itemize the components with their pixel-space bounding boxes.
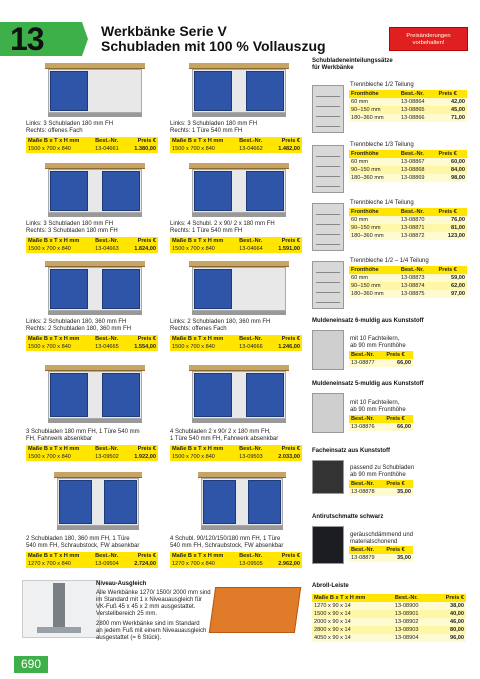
- divider-set-title: Trennbleche 1/3 Teilung: [350, 142, 414, 148]
- size: 1500 x 700 x 840: [170, 245, 237, 253]
- order-number: 13-09502: [93, 453, 127, 461]
- page-title: [101, 24, 326, 54]
- workbench-price-table: [26, 335, 158, 351]
- front-height: 60 mm: [349, 216, 399, 224]
- anti-text: [350, 532, 413, 546]
- order-number: 13-08879: [349, 554, 384, 562]
- col-header: Preis €: [384, 546, 413, 554]
- size: 1270 x 700 x 840: [26, 560, 93, 568]
- abroll-heading: Abroll-Leiste: [312, 583, 349, 589]
- front-height: 90–150 mm: [349, 106, 399, 114]
- desc-line2: 540 mm FH, Schraubstock, FW absenkbar: [170, 543, 284, 549]
- col-header: Preis €: [271, 137, 302, 145]
- workbench-price-table: [170, 335, 302, 351]
- workbench-desc: [26, 121, 113, 135]
- fach-photo: [312, 460, 344, 494]
- desc-line1: Links: 3 Schubladen 180 mm FH: [26, 121, 114, 127]
- col-header: Best.-Nr.: [93, 335, 127, 343]
- price: 66,00: [384, 423, 413, 431]
- order-number: 13-04664: [237, 245, 271, 253]
- col-header: Preis €: [437, 150, 467, 158]
- order-number: 13-08867: [399, 158, 437, 166]
- size: 4050 x 90 x 14: [312, 634, 393, 642]
- anti-table: [349, 546, 413, 562]
- workbench-photo: [189, 365, 289, 423]
- price: 97,00: [437, 290, 467, 298]
- order-number: 13-08900: [393, 602, 433, 610]
- workbench-desc: [170, 221, 275, 235]
- col-header: Maße B x T x H mm: [26, 237, 93, 245]
- col-header: Preis €: [437, 208, 467, 216]
- workbench-price-table: [170, 137, 302, 153]
- price: 1.482,00: [271, 145, 302, 153]
- niveau-t7: ausgestattet (= 6 Stück).: [96, 635, 162, 641]
- front-height: 90–150 mm: [349, 282, 399, 290]
- workbench-price-table: [26, 445, 158, 461]
- order-number: 13-08873: [399, 274, 437, 282]
- order-number: 13-08875: [399, 290, 437, 298]
- col-header: Preis €: [127, 445, 158, 453]
- divider-set-title: Trennbleche 1/2 – 1/4 Teilung: [350, 258, 429, 264]
- front-height: 90–150 mm: [349, 224, 399, 232]
- divider-set-photo: [312, 85, 344, 133]
- order-number: 13-09503: [237, 453, 271, 461]
- divider-set-table: [349, 266, 467, 298]
- price: 59,00: [437, 274, 467, 282]
- col-header: Maße B x T x H mm: [170, 445, 237, 453]
- workbench-photo: [45, 261, 145, 315]
- desc-line2: Rechts: offenes Fach: [26, 128, 83, 134]
- workbench-desc: [26, 319, 131, 333]
- col-header: Preis €: [437, 90, 467, 98]
- niveau-heading: Niveau-Ausgleich: [96, 581, 147, 587]
- price: 38,00: [433, 602, 466, 610]
- m6-heading: Muldeneinsatz 6-muldig aus Kunststoff: [312, 318, 424, 324]
- m5-t2: ab 90 mm Fronthöhe: [350, 407, 406, 413]
- desc-line1: Links: 3 Schubladen 180 mm FH: [170, 121, 258, 127]
- col-header: Preis €: [433, 594, 466, 602]
- desc-line2: Rechts: 3 Schubladen 180 mm FH: [26, 228, 118, 234]
- order-number: 13-08902: [393, 618, 433, 626]
- m5-table: [349, 415, 413, 431]
- col-header: Preis €: [127, 137, 158, 145]
- price: 1.591,00: [271, 245, 302, 253]
- workbench-desc: [170, 121, 257, 135]
- chapter-arrow: [82, 22, 88, 56]
- workbench-photo: [189, 261, 289, 315]
- desc-line2: Rechts: offenes Fach: [170, 326, 227, 332]
- col-header: Best.-Nr.: [93, 237, 127, 245]
- m5-heading: Muldeneinsatz 5-muldig aus Kunststoff: [312, 381, 424, 387]
- col-header: Fronthöhe: [349, 90, 399, 98]
- price: 35,00: [384, 554, 413, 562]
- price: 98,00: [437, 174, 467, 182]
- m5-photo: [312, 393, 344, 433]
- col-header: Best.-Nr.: [349, 546, 384, 554]
- right-heading2: für Werkbänke: [312, 65, 354, 71]
- workbench-price-table: [170, 237, 302, 253]
- page-number: 690: [14, 656, 48, 673]
- leveling-foot-photo: [22, 580, 100, 638]
- col-header: Best.-Nr.: [237, 137, 271, 145]
- col-header: Maße B x T x H mm: [170, 335, 237, 343]
- price: 81,00: [437, 224, 467, 232]
- anti-t2: materialschonend: [350, 539, 398, 545]
- col-header: Preis €: [437, 266, 467, 274]
- price: 60,00: [437, 158, 467, 166]
- col-header: Best.-Nr.: [349, 351, 384, 359]
- size: 1500 x 90 x 14: [312, 610, 393, 618]
- niveau-t6: an jedem Fuß mit einem Niveauausgleich: [96, 628, 207, 634]
- desc-line1: 4 Schubladen 2 x 90/ 2 x 180 mm FH,: [170, 429, 271, 435]
- workbench-desc: [170, 536, 283, 550]
- anti-photo: [312, 526, 344, 564]
- front-height: 180–360 mm: [349, 290, 399, 298]
- anti-t1: geräuschdämmend und: [350, 532, 414, 538]
- price: 45,00: [437, 106, 467, 114]
- order-number: 13-08871: [399, 224, 437, 232]
- badge-line1: Preisänderungen: [406, 33, 451, 39]
- price: 2.724,00: [127, 560, 158, 568]
- col-header: Preis €: [271, 335, 302, 343]
- col-header: Best.-Nr.: [93, 552, 127, 560]
- order-number: 13-08874: [399, 282, 437, 290]
- workbench-photo: [189, 63, 289, 117]
- order-number: 13-04661: [93, 145, 127, 153]
- workbench-photo: [198, 472, 286, 530]
- col-header: Fronthöhe: [349, 266, 399, 274]
- workbench-price-table: [26, 137, 158, 153]
- col-header: Best.-Nr.: [93, 137, 127, 145]
- desc-line1: Links: 4 Schubl. 2 x 90/ 2 x 180 mm FH: [170, 221, 275, 227]
- order-number: 13-08868: [399, 166, 437, 174]
- price: 66,00: [384, 359, 413, 367]
- price-change-badge: [389, 27, 468, 51]
- size: 1270 x 90 x 14: [312, 602, 393, 610]
- front-height: 180–360 mm: [349, 174, 399, 182]
- col-header: Best.-Nr.: [237, 237, 271, 245]
- order-number: 13-04666: [237, 343, 271, 351]
- fach-t2: ab 90 mm Fronthöhe: [350, 472, 406, 478]
- order-number: 13-08869: [399, 174, 437, 182]
- col-header: Best.-Nr.: [349, 480, 384, 488]
- price: 1.824,00: [127, 245, 158, 253]
- col-header: Maße B x T x H mm: [170, 137, 237, 145]
- col-header: Preis €: [271, 445, 302, 453]
- niveau-t3: VK-Fuß 45 x 45 x 2 mm ausgestattet.: [96, 604, 196, 610]
- badge-line2: vorbehalten!: [412, 40, 445, 46]
- price: 2.962,00: [271, 560, 302, 568]
- front-height: 90–150 mm: [349, 166, 399, 174]
- col-header: Fronthöhe: [349, 150, 399, 158]
- order-number: 13-08876: [349, 423, 384, 431]
- desc-line1: Links: 3 Schubladen 180 mm FH: [26, 221, 114, 227]
- price: 1.380,00: [127, 145, 158, 153]
- m6-text: [350, 336, 406, 350]
- price: 40,00: [433, 610, 466, 618]
- desc-line2: 1 Türe 540 mm FH, Fahrwerk absenkbar: [170, 436, 279, 442]
- size: 1270 x 700 x 840: [170, 560, 237, 568]
- workbench-desc: [26, 429, 140, 443]
- fach-text: [350, 465, 414, 479]
- col-header: Maße B x T x H mm: [26, 137, 93, 145]
- price: 71,00: [437, 114, 467, 122]
- workbench-photo: [45, 63, 145, 117]
- col-header: Best.-Nr.: [93, 445, 127, 453]
- col-header: Maße B x T x H mm: [312, 594, 393, 602]
- fach-heading: Facheinsatz aus Kunststoff: [312, 448, 391, 454]
- niveau-t5: 2800 mm Werkbänke sind im Standard: [96, 621, 200, 627]
- order-number: 13-08870: [399, 216, 437, 224]
- col-header: Best.-Nr.: [349, 415, 384, 423]
- m6-photo: [312, 330, 344, 370]
- divider-set-table: [349, 90, 467, 122]
- order-number: 13-08901: [393, 610, 433, 618]
- front-height: 180–360 mm: [349, 114, 399, 122]
- col-header: Fronthöhe: [349, 208, 399, 216]
- workbench-price-table: [170, 552, 302, 568]
- size: 1500 x 700 x 840: [26, 343, 93, 351]
- order-number: 13-04665: [93, 343, 127, 351]
- price: 2.033,00: [271, 453, 302, 461]
- col-header: Preis €: [127, 335, 158, 343]
- divider-set-photo: [312, 261, 344, 309]
- order-number: 13-08878: [349, 488, 384, 496]
- desc-line2: Rechts: 2 Schubladen 180, 360 mm FH: [26, 326, 132, 332]
- m5-t1: mit 10 Fachteilern,: [350, 400, 400, 406]
- col-header: Maße B x T x H mm: [26, 445, 93, 453]
- col-header: Preis €: [271, 552, 302, 560]
- col-header: Maße B x T x H mm: [26, 335, 93, 343]
- m6-t2: ab 90 mm Fronthöhe: [350, 343, 406, 349]
- col-header: Maße B x T x H mm: [170, 237, 237, 245]
- size: 1500 x 700 x 840: [26, 453, 93, 461]
- divider-set-photo: [312, 203, 344, 251]
- col-header: Best.-Nr.: [399, 150, 437, 158]
- desc-line1: 3 Schubladen 180 mm FH, 1 Türe 540 mm: [26, 429, 140, 435]
- niveau-text: [96, 590, 211, 642]
- order-number: 13-04663: [93, 245, 127, 253]
- fach-t1: passend zu Schubladen: [350, 465, 415, 471]
- m5-text: [350, 400, 406, 414]
- workbench-price-table: [26, 552, 158, 568]
- order-number: 13-09505: [237, 560, 271, 568]
- price: 80,00: [433, 626, 466, 634]
- workbench-photo: [45, 365, 145, 423]
- order-number: 13-08903: [393, 626, 433, 634]
- order-number: 13-08866: [399, 114, 437, 122]
- col-header: Preis €: [127, 237, 158, 245]
- size: 1500 x 700 x 840: [170, 145, 237, 153]
- col-header: Preis €: [127, 552, 158, 560]
- price: 1.554,00: [127, 343, 158, 351]
- desc-line1: Links: 2 Schubladen 180, 360 mm FH: [26, 319, 127, 325]
- desc-line2: Rechts: 1 Türe 540 mm FH: [170, 228, 243, 234]
- col-header: Best.-Nr.: [393, 594, 433, 602]
- price: 1.922,00: [127, 453, 158, 461]
- m6-t1: mit 10 Fachteilern,: [350, 336, 400, 342]
- workbench-photo: [54, 472, 142, 530]
- workbench-desc: [170, 319, 270, 333]
- price: 84,00: [437, 166, 467, 174]
- niveau-t2: im Standard mit 1 x Niveauausgleich für: [96, 597, 203, 603]
- front-height: 180–360 mm: [349, 232, 399, 240]
- workbench-desc: [26, 221, 118, 235]
- price: 96,00: [433, 634, 466, 642]
- right-heading1: Schubladeneinteilungssätze: [312, 58, 393, 64]
- title-line2: Schubladen mit 100 % Vollauszug: [101, 38, 326, 54]
- desc-line2: 540 mm FH, Schraubstock, FW absenkbar: [26, 543, 140, 549]
- price: 42,00: [437, 98, 467, 106]
- size: 1500 x 700 x 840: [170, 453, 237, 461]
- workbench-photo: [45, 163, 145, 217]
- title-line1: Werkbänke Serie V: [101, 23, 227, 39]
- col-header: Preis €: [271, 237, 302, 245]
- col-header: Best.-Nr.: [399, 208, 437, 216]
- workbench-desc: [26, 536, 139, 550]
- divider-set-table: [349, 208, 467, 240]
- col-header: Best.-Nr.: [237, 335, 271, 343]
- col-header: Best.-Nr.: [399, 90, 437, 98]
- fach-table: [349, 480, 413, 496]
- col-header: Preis €: [384, 351, 413, 359]
- col-header: Best.-Nr.: [399, 266, 437, 274]
- abroll-table: [312, 594, 466, 642]
- size: 1500 x 700 x 840: [26, 145, 93, 153]
- niveau-t4: Verstellbereich 25 mm.: [96, 611, 158, 617]
- divider-set-photo: [312, 145, 344, 193]
- order-number: 13-08872: [399, 232, 437, 240]
- desc-line1: 4 Schubl. 90/120/150/180 mm FH, 1 Türe: [170, 536, 281, 542]
- desc-line2: FH, Fahrwerk absenkbar: [26, 436, 93, 442]
- divider-set-title: Trennbleche 1/2 Teilung: [350, 82, 414, 88]
- price: 35,00: [384, 488, 413, 496]
- m6-table: [349, 351, 413, 367]
- workbench-price-table: [170, 445, 302, 461]
- order-number: 13-08904: [393, 634, 433, 642]
- workbench-desc: [170, 429, 278, 443]
- col-header: Best.-Nr.: [237, 445, 271, 453]
- desc-line1: Links: 2 Schubladen 180, 360 mm FH: [170, 319, 271, 325]
- col-header: Best.-Nr.: [237, 552, 271, 560]
- size: 1500 x 700 x 840: [26, 245, 93, 253]
- size: 2800 x 90 x 14: [312, 626, 393, 634]
- price: 1.246,00: [271, 343, 302, 351]
- workbench-photo: [189, 163, 289, 217]
- col-header: Maße B x T x H mm: [26, 552, 93, 560]
- order-number: 13-09504: [93, 560, 127, 568]
- price: 46,00: [433, 618, 466, 626]
- price: 62,00: [437, 282, 467, 290]
- col-header: Preis €: [384, 480, 413, 488]
- right-heading: [312, 58, 393, 72]
- workbench-price-table: [26, 237, 158, 253]
- order-number: 13-08865: [399, 106, 437, 114]
- anti-heading: Antirutschmatte schwarz: [312, 514, 384, 520]
- chapter-number: 13: [0, 22, 82, 56]
- col-header: Maße B x T x H mm: [170, 552, 237, 560]
- col-header: Preis €: [384, 415, 413, 423]
- front-height: 60 mm: [349, 158, 399, 166]
- desc-line2: Rechts: 1 Türe 540 mm FH: [170, 128, 243, 134]
- price: 76,00: [437, 216, 467, 224]
- order-number: 13-08877: [349, 359, 384, 367]
- size: 2000 x 90 x 14: [312, 618, 393, 626]
- size: 1500 x 700 x 840: [170, 343, 237, 351]
- niveau-t1: Alle Werkbänke 1270/ 1500/ 2000 mm sind: [96, 590, 211, 596]
- front-height: 60 mm: [349, 98, 399, 106]
- price: 123,00: [437, 232, 467, 240]
- order-number: 13-04662: [237, 145, 271, 153]
- divider-set-title: Trennbleche 1/4 Teilung: [350, 200, 414, 206]
- desc-line1: 2 Schubladen 180, 360 mm FH, 1 Türe: [26, 536, 130, 542]
- divider-set-table: [349, 150, 467, 182]
- front-height: 60 mm: [349, 274, 399, 282]
- order-number: 13-08864: [399, 98, 437, 106]
- abroll-photo: [209, 587, 301, 633]
